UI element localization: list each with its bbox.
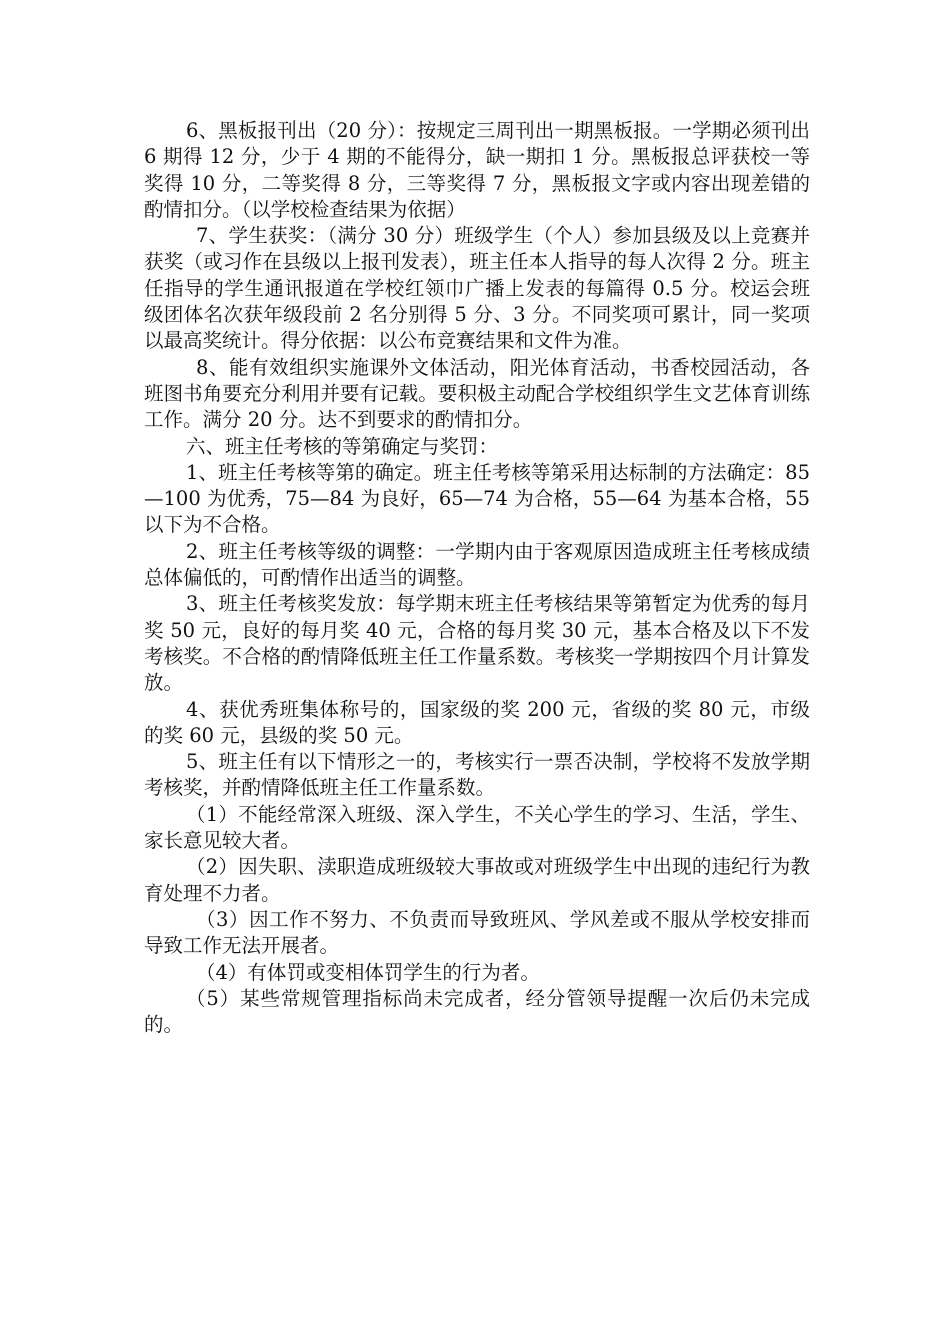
list-item-veto-4: （4）有体罚或变相体罚学生的行为者。 (196, 960, 540, 984)
paragraph-extracurricular-activities: 8、能有效组织实施课外文体活动，阳光体育活动，书香校园活动，各班图书角要充分利用并要有记载。要积极主动配合学校组织学生文艺体育训练工作。满分 20 分。达不到要求的酌情扣分。 (144, 355, 810, 432)
paragraph-blackboard-newspaper: 6、黑板报刊出（20 分）：按规定三周刊出一期黑板报。一学期必须刊出 6 期得 12 分，少于 4 期的不能得分，缺一期扣 1 分。黑板报总评获校一等奖得 10 分，二等奖得 8 分，三等奖得 7 分，黑板报文字或内容出现差错的酌情扣分。（以学校检查结果为依据） (144, 119, 810, 221)
paragraph-bonus-distribution: 3、班主任考核奖发放：每学期末班主任考核结果等第暂定为优秀的每月奖 50 元，良好的每月奖 40 元，合格的每月奖 30 元，基本合格及以下不发考核奖。不合格的酌情降低班主任工作量系数。考核奖一学期按四个月计算发放。 (144, 592, 810, 695)
paragraph-excellent-class-award: 4、获优秀班集体称号的，国家级的奖 200 元，省级的奖 80 元，市级的奖 60 元，县级的奖 50 元。 (144, 697, 810, 747)
paragraph-grade-adjustment: 2、班主任考核等级的调整：一学期内由于客观原因造成班主任考核成绩总体偏低的，可酌情作出适当的调整。 (144, 539, 810, 590)
document-body (144, 118, 810, 1038)
paragraph-grade-determination: 1、班主任考核等第的确定。班主任考核等第采用达标制的方法确定：85—100 为优秀，75—84 为良好，65—74 为合格，55—64 为基本合格，55 以下为不合格。 (144, 460, 810, 537)
list-item-veto-3: （3）因工作不努力、不负责而导致班风、学风差或不服从学校安排而导致工作无法开展者。 (144, 907, 810, 958)
list-item-veto-1: （1）不能经常深入班级、深入学生，不关心学生的学习、生活，学生、家长意见较大者。 (144, 802, 810, 853)
section-heading-grading-and-rewards: 六、班主任考核的等第确定与奖罚： (186, 434, 499, 458)
list-item-veto-2: （2）因失职、渎职造成班级较大事故或对班级学生中出现的违纪行为教育处理不力者。 (144, 855, 810, 905)
paragraph-student-awards: 7、学生获奖：（满分 30 分）班级学生（个人）参加县级及以上竞赛并获奖（或习作在县级以上报刊发表），班主任本人指导的每人次得 2 分。班主任指导的学生通讯报道在学校红领巾广播上发表的每篇得 0.5 分。校运会班级团体名次获年级段前 2 名分别得 5 分、3 分。不同奖项可累计，同一奖项以最高奖统计。得分依据：以公布竞赛结果和文件为准。 (144, 224, 810, 353)
paragraph-veto-rule: 5、班主任有以下情形之一的，考核实行一票否决制，学校将不发放学期考核奖，并酌情降低班主任工作量系数。 (144, 750, 810, 800)
list-item-veto-5: （5）某些常规管理指标尚未完成者，经分管领导提醒一次后仍未完成的。 (144, 986, 810, 1037)
